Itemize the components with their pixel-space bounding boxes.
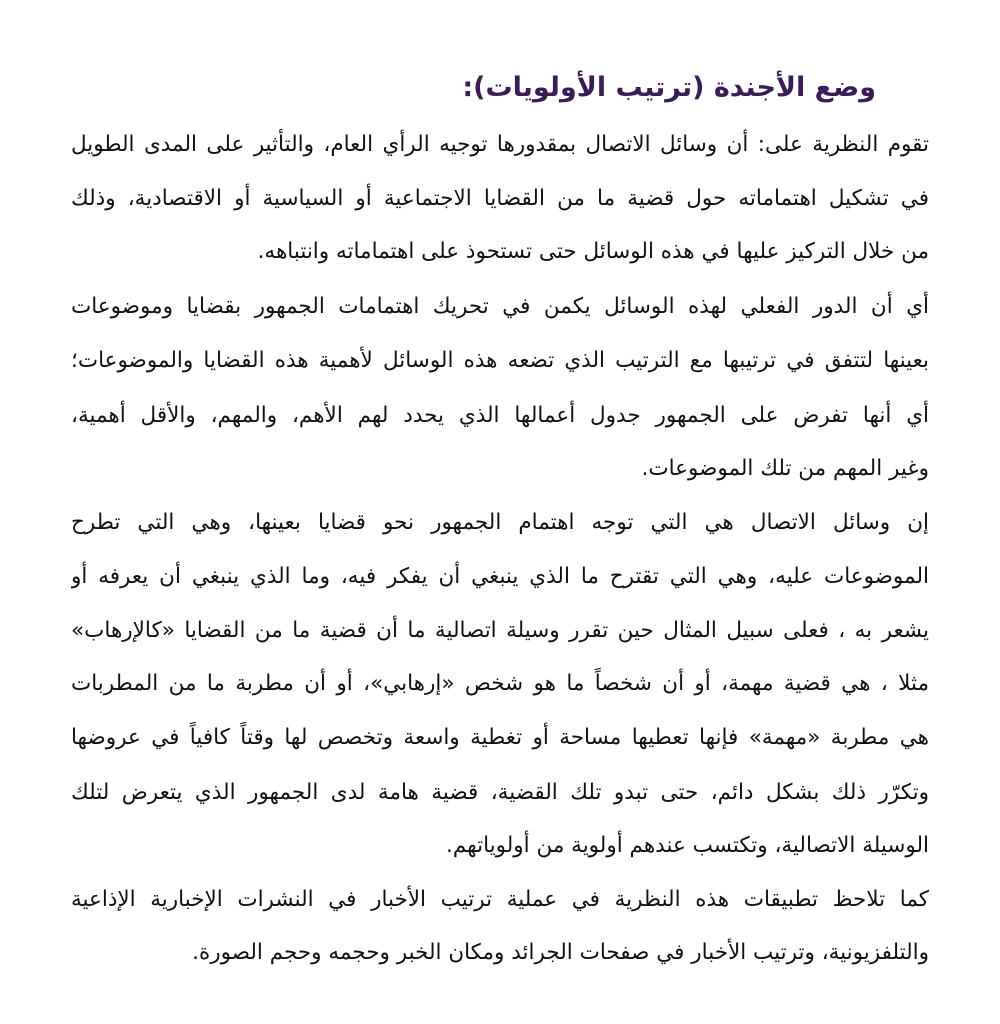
paragraph-2-line-4: وغير المهم من تلك الموضوعات. [641, 456, 929, 481]
paragraph-2-line-1: أي أن الدور الفعلي لهذه الوسائل يكمن في تحريك اهتمامات الجمهور بقضايا وموضوعات [71, 294, 929, 319]
paragraph-1-line-3: من خلال التركيز عليها في هذه الوسائل حتى تستحوذ على اهتماماته وانتباهه. [257, 239, 929, 264]
paragraph-3-line-6: وتكرّر ذلك بشكل دائم، حتى تبدو تلك القضية، قضية هامة لدى الجمهور الذي يتعرض لتلك [71, 780, 929, 805]
paragraph-2-line-3: أي أنها تفرض على الجمهور جدول أعمالها الذي يحدد لهم الأهم، والمهم، والأقل أهمية، [71, 403, 929, 428]
section-heading: وضع الأجندة (ترتيب الأولويات): [462, 72, 876, 103]
paragraph-3-line-3: يشعر به ، فعلى سبيل المثال حين تقرر وسيلة اتصالية ما أن قضية ما من القضايا «كالإرهاب» [71, 618, 929, 643]
paragraph-1-line-1: تقوم النظرية على: أن وسائل الاتصال بمقدورها توجيه الرأي العام، والتأثير على المدى الطويل [71, 132, 929, 157]
paragraph-2-line-2: بعينها لتتفق في ترتيبها مع الترتيب الذي تضعه هذه الوسائل لأهمية هذه القضايا والموضوعات؛ [71, 348, 929, 373]
paragraph-3-line-4: مثلا ، هي قضية مهمة، أو أن شخصاً ما هو شخص «إرهابي»، أو أن مطربة ما من المطربات [71, 671, 929, 696]
paragraph-4-line-1: كما تلاحظ تطبيقات هذه النظرية في عملية ترتيب الأخبار في النشرات الإخبارية الإذاعية [71, 887, 929, 912]
paragraph-3-line-2: الموضوعات عليه، وهي التي تقترح ما الذي ينبغي أن يفكر فيه، وما الذي ينبغي أن يعرفه أو [71, 564, 929, 589]
paragraph-4-line-2: والتلفزيونية، وترتيب الأخبار في صفحات الجرائد ومكان الخبر وحجمه وحجم الصورة. [192, 940, 929, 965]
paragraph-3-line-7: الوسيلة الاتصالية، وتكتسب عندهم أولوية من أولوياتهم. [446, 833, 929, 858]
paragraph-3-line-5: هي مطربة «مهمة» فإنها تعطيها مساحة أو تغطية واسعة وتخصص لها وقتاً كافياً في عروضها [71, 725, 929, 750]
paragraph-1-line-2: في تشكيل اهتماماته حول قضية ما من القضايا الاجتماعية أو السياسية أو الاقتصادية، وذلك [71, 186, 929, 211]
paragraph-3-line-1: إن وسائل الاتصال هي التي توجه اهتمام الجمهور نحو قضايا بعينها، وهي التي تطرح [71, 510, 929, 535]
